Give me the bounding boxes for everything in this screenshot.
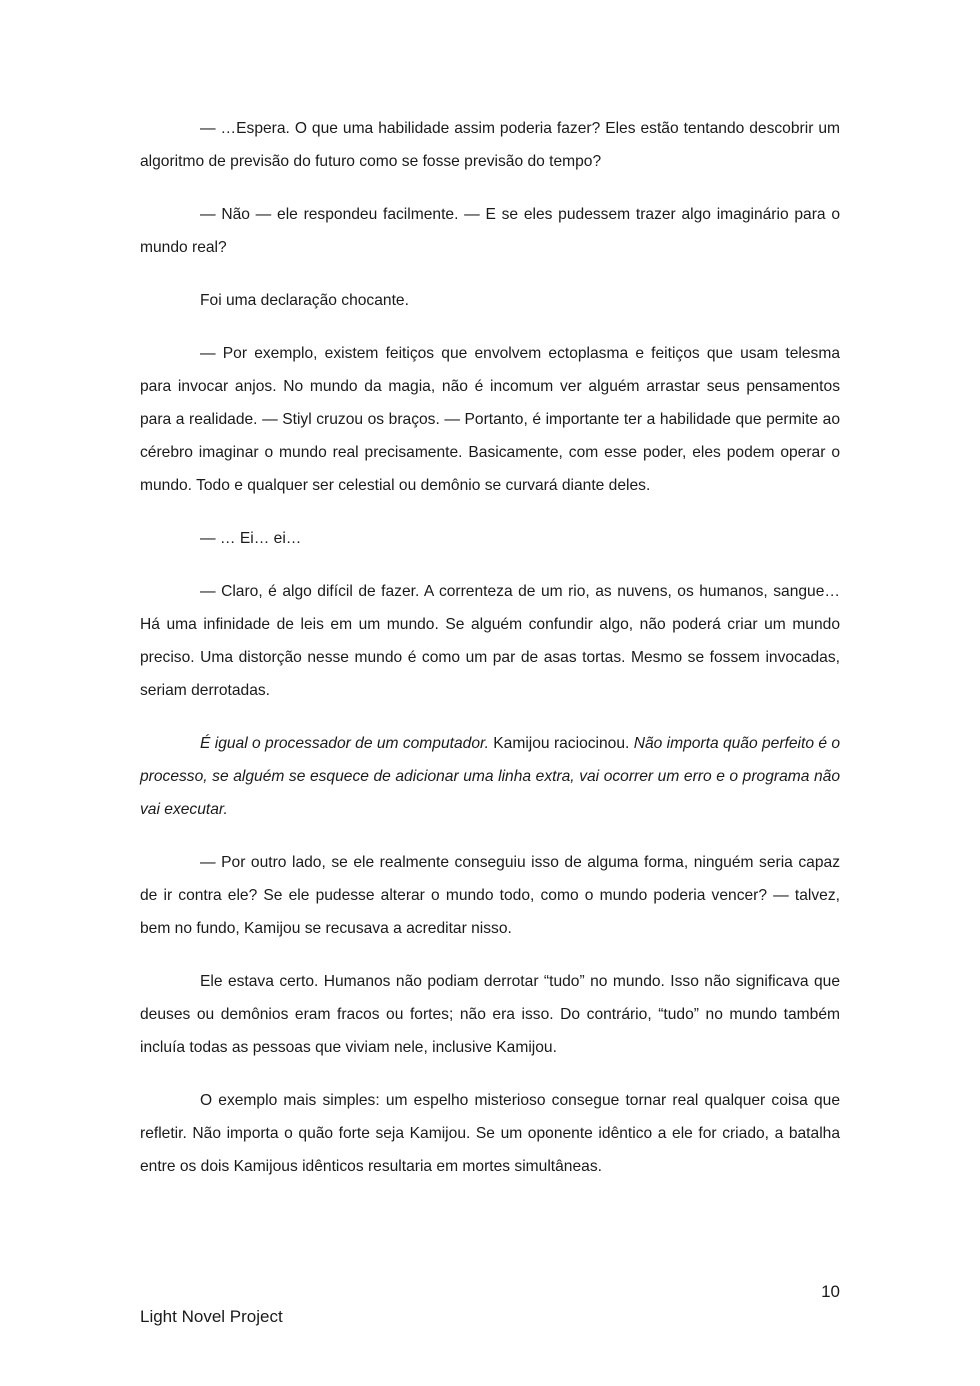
paragraph xyxy=(140,727,840,826)
text-segment: Ele estava certo. Humanos não podiam derrotar “tudo” no mundo. Isso não significava que deuses ou demônios eram fracos ou fortes; não era isso. Do contrário, “tudo” no mundo também incluía todas as pessoas que viviam nele, inclusive Kamijou. xyxy=(140,973,840,1056)
text-segment: — Por outro lado, se ele realmente conseguiu isso de alguma forma, ninguém seria capaz de ir contra ele? Se ele pudesse alterar o mundo todo, como o mundo poderia vencer? — talvez, bem no fundo, Kamijou se recusava a acreditar nisso. xyxy=(140,854,840,937)
paragraph xyxy=(140,112,840,178)
paragraph xyxy=(140,575,840,707)
italic-text-segment: Não importa quão perfeito é o processo, se alguém se esquece de adicionar uma linha extra, vai ocorrer um erro e o programa não vai executar. xyxy=(140,735,841,818)
paragraph xyxy=(140,965,840,1064)
text-segment: Foi uma declaração chocante. xyxy=(200,292,409,309)
text-segment: — Não — ele respondeu facilmente. — E se eles pudessem trazer algo imaginário para o mundo real? xyxy=(140,206,840,256)
page-number: 10 xyxy=(821,1282,840,1301)
document-body xyxy=(140,112,840,1203)
text-segment: — … Ei… ei… xyxy=(200,530,302,547)
paragraph xyxy=(140,522,840,555)
paragraph xyxy=(140,198,840,264)
paragraph xyxy=(140,284,840,317)
paragraph xyxy=(140,846,840,945)
text-segment: — Por exemplo, existem feitiços que envolvem ectoplasma e feitiços que usam telesma para invocar anjos. No mundo da magia, não é incomum ver alguém arrastar seus pensamentos para a realidade. — Stiyl cruzou os braços. — Portanto, é importante ter a habilidade que permite ao cérebro imaginar o mundo real precisamente. Basicamente, com esse poder, eles podem operar o mundo. Todo e qualquer ser celestial ou demônio se curvará diante deles. xyxy=(140,345,840,494)
footer-project-name: Light Novel Project xyxy=(140,1307,283,1326)
text-segment: O exemplo mais simples: um espelho misterioso consegue tornar real qualquer coisa que refletir. Não importa o quão forte seja Kamijou. Se um oponente idêntico a ele for criado, a batalha entre os dois Kamijous idênticos resultaria em mortes simultâneas. xyxy=(140,1092,840,1175)
text-segment: — Claro, é algo difícil de fazer. A correnteza de um rio, as nuvens, os humanos, sangue… Há uma infinidade de leis em um mundo. Se alguém confundir algo, não poderá criar um mundo preciso. Uma distorção nesse mundo é como um par de asas tortas. Mesmo se fossem invocadas, seriam derrotadas. xyxy=(140,583,840,699)
text-segment: Kamijou raciocinou. xyxy=(488,735,634,752)
italic-text-segment: É igual o processador de um computador. xyxy=(200,735,489,752)
text-segment: — …Espera. O que uma habilidade assim poderia fazer? Eles estão tentando descobrir um algoritmo de previsão do futuro como se fosse previsão do tempo? xyxy=(140,120,840,170)
paragraph xyxy=(140,337,840,502)
paragraph xyxy=(140,1084,840,1183)
